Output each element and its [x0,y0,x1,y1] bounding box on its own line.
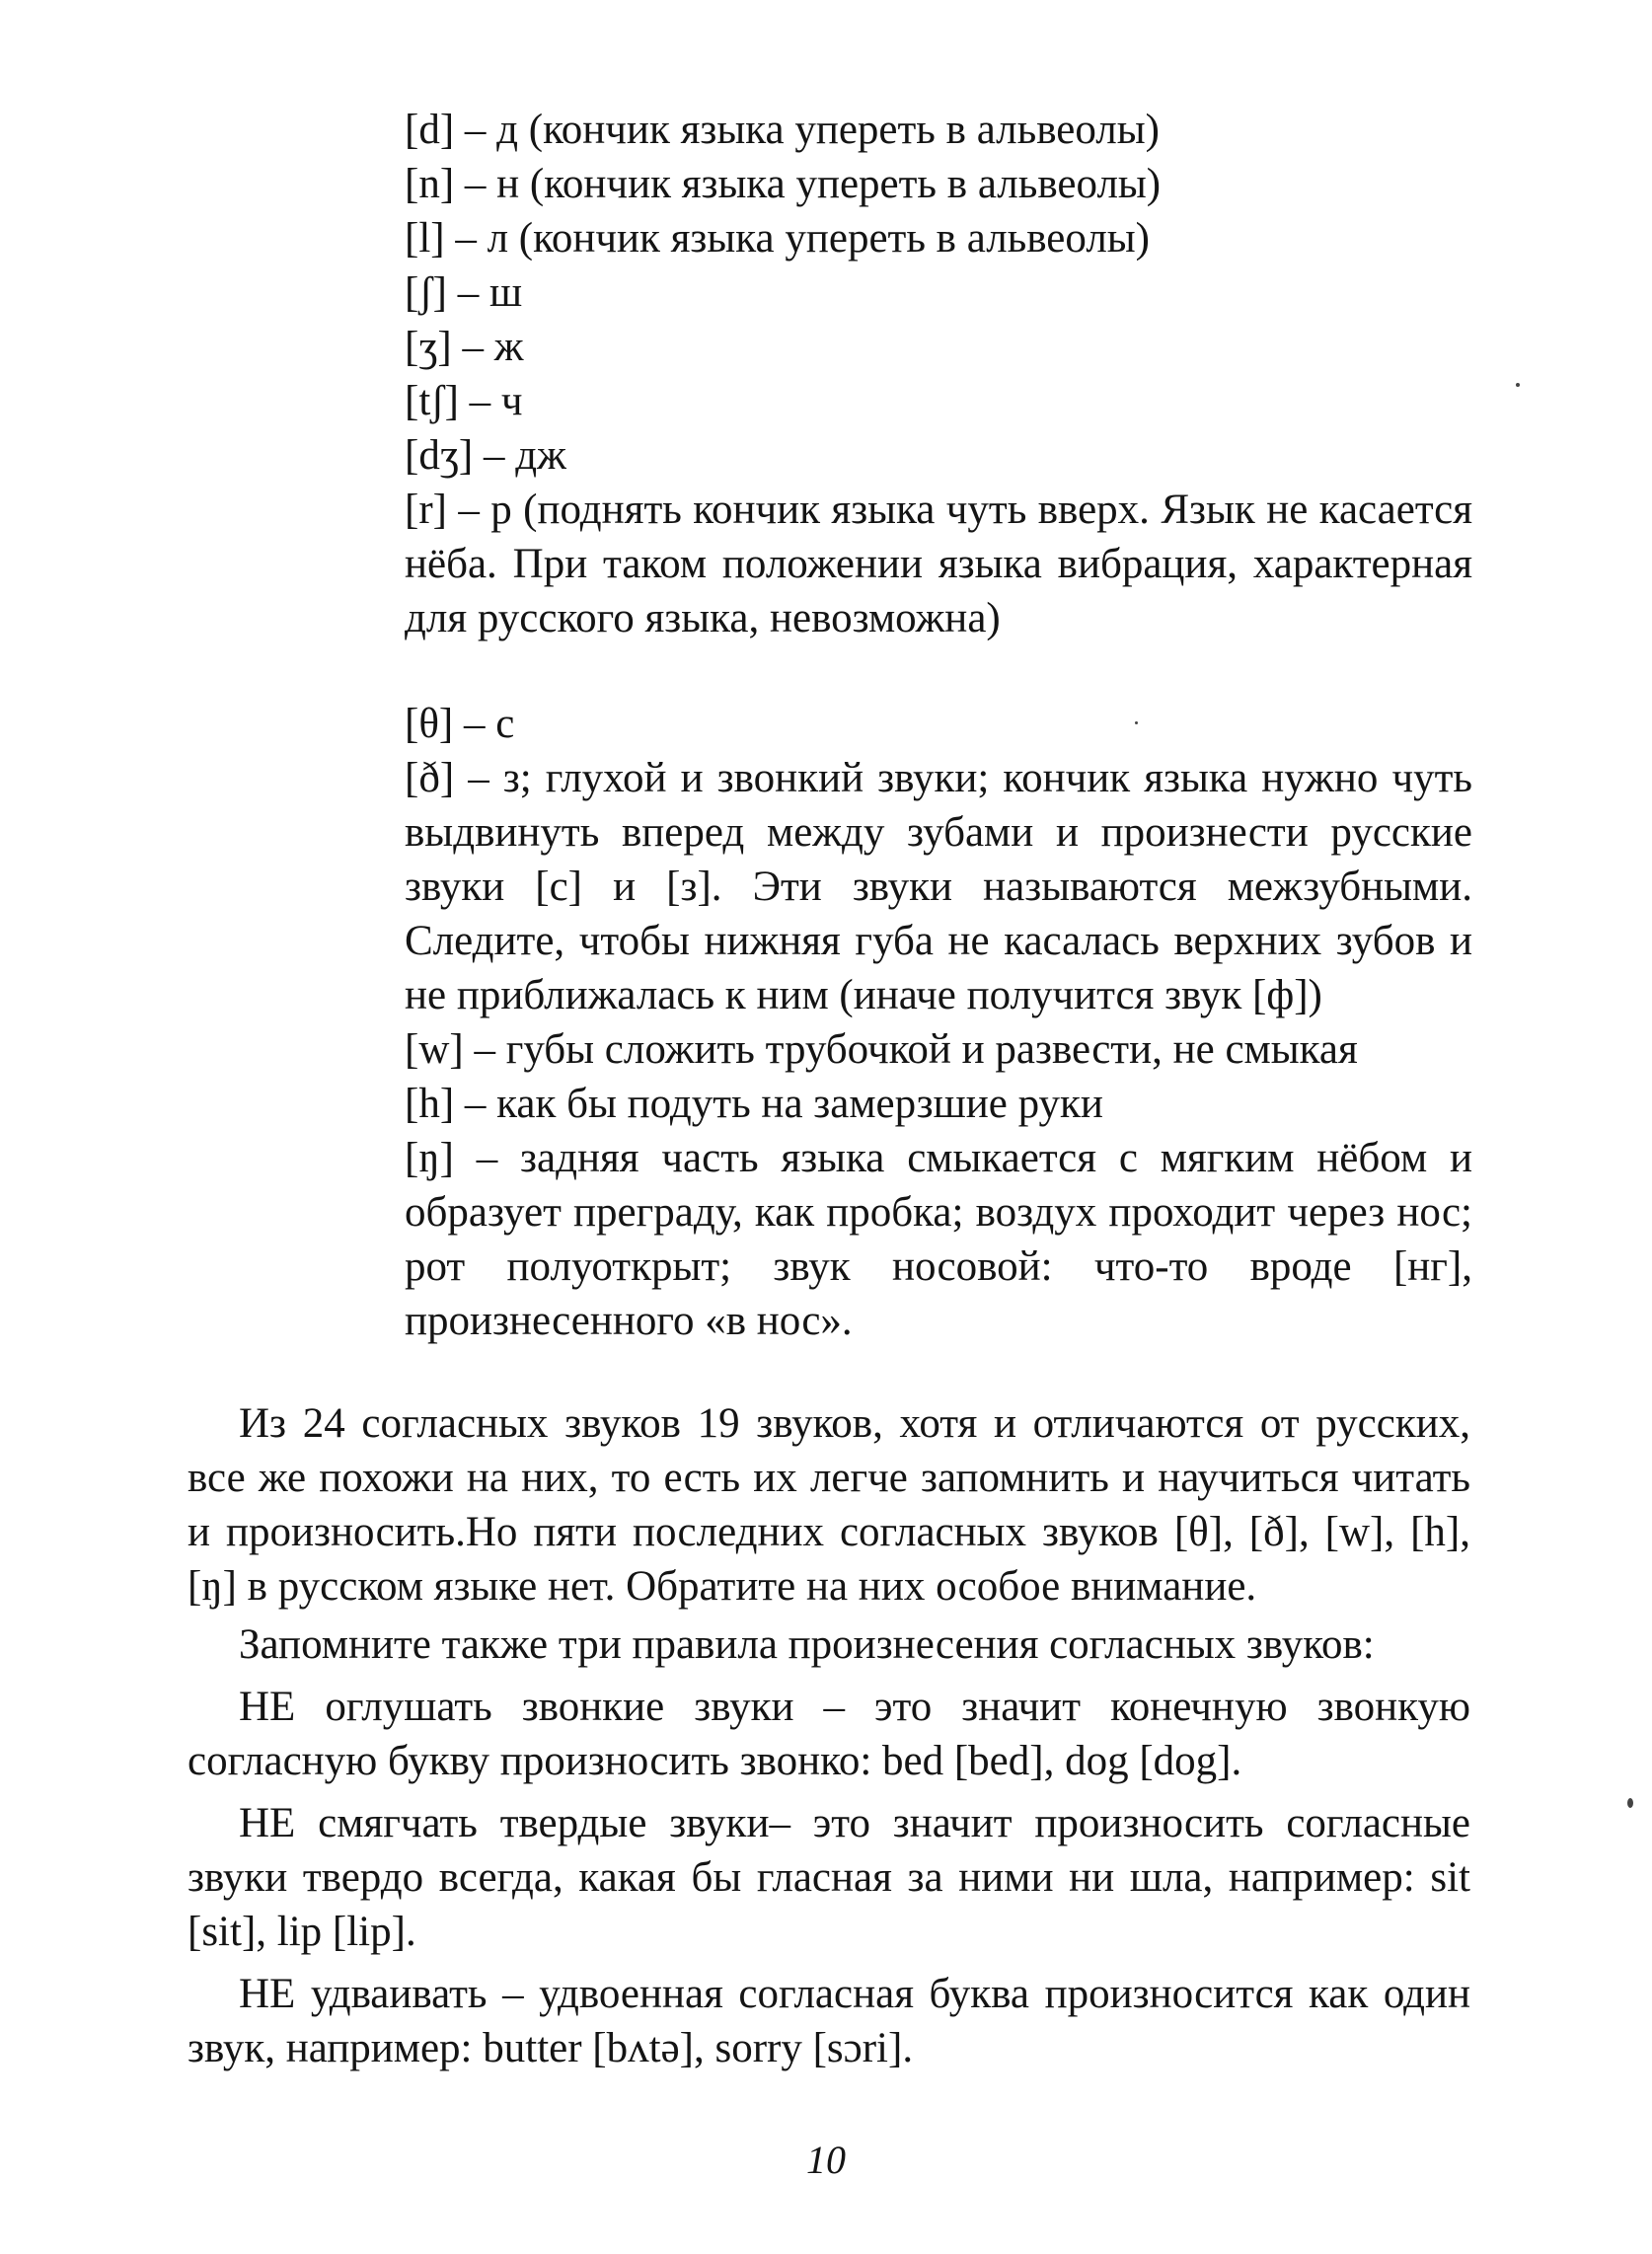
spacer [405,645,1472,697]
consonant-zh: [ʒ] – ж [405,324,524,370]
paragraph-summary: Из 24 согласных звуков 19 звуков, хотя и отличаются от русских, все же похожи на них, то есть их легче запомнить и научиться читать и произносить.Но пяти последних согласных звуков [θ], [ð], [w], [h], [ŋ] в русском языке нет. Обратите на них особое внимание. [188,1400,1470,1610]
paragraph-rules-intro: Запомните также три правила произнесения согласных звуков: [239,1621,1375,1668]
consonant-l: [l] – л (кончик языка упереть в альвеолы) [405,215,1150,262]
consonant-d: [d] – д (кончик языка упереть в альвеолы) [405,107,1160,153]
paragraph-rule-devoicing: НЕ оглушать звонкие звуки – это значит конечную звонкую согласную букву произносить звонко: bed [bed], dog [dog]. [188,1684,1470,1784]
paragraph-rule-softening: НЕ смягчать твердые звуки– это значит произносить согласные звуки твердо всегда, какая бы гласная за ними ни шла, например: sit [sit], lip [lip]. [188,1800,1470,1955]
body-text [188,1396,1470,2083]
consonant-list [405,103,1472,1348]
paragraph-rule-doubling: НЕ удваивать – удвоенная согласная буква произносится как один звук, например: butter [bʌtə], sorry [sɔri]. [188,1971,1470,2071]
consonant-r: [r] – р (поднять кончик языка чуть вверх. Язык не касается нёба. При таком положении языка вибрация, характерная для русского языка, невозможна) [405,487,1472,641]
consonant-sh: [ʃ] – ш [405,269,523,316]
consonant-eth: [ð] – з; глухой и звонкий звуки; кончик языка нужно чуть выдвинуть вперед между зубами и произнести русские звуки [с] и [з]. Эти звуки называются межзубными. Следите, чтобы нижняя губа не касалась верхних зубов и не приближалась к ним (иначе получится звук [ф]) [405,755,1472,1018]
scan-speck [1516,383,1520,387]
consonant-w: [w] – губы сложить трубочкой и развести, не смыкая [405,1026,1358,1073]
page-number: 10 [806,2138,846,2182]
consonant-dzh: [dʒ] – дж [405,432,566,479]
consonant-h: [h] – как бы подуть на замерзшие руки [405,1081,1103,1127]
consonant-n: [n] – н (кончик языка упереть в альвеолы) [405,161,1162,207]
consonant-ng: [ŋ] – задняя часть языка смыкается с мягким нёбом и образует преграду, как пробка; воздух проходит через нос; рот полуоткрыт; звук носовой: что-то вроде [нг], произнесенного «в нос». [405,1135,1472,1344]
scan-speck [1627,1798,1633,1808]
scan-speck [1135,721,1138,724]
consonant-ch: [tʃ] – ч [405,378,523,424]
consonant-theta: [θ] – с [405,701,515,747]
